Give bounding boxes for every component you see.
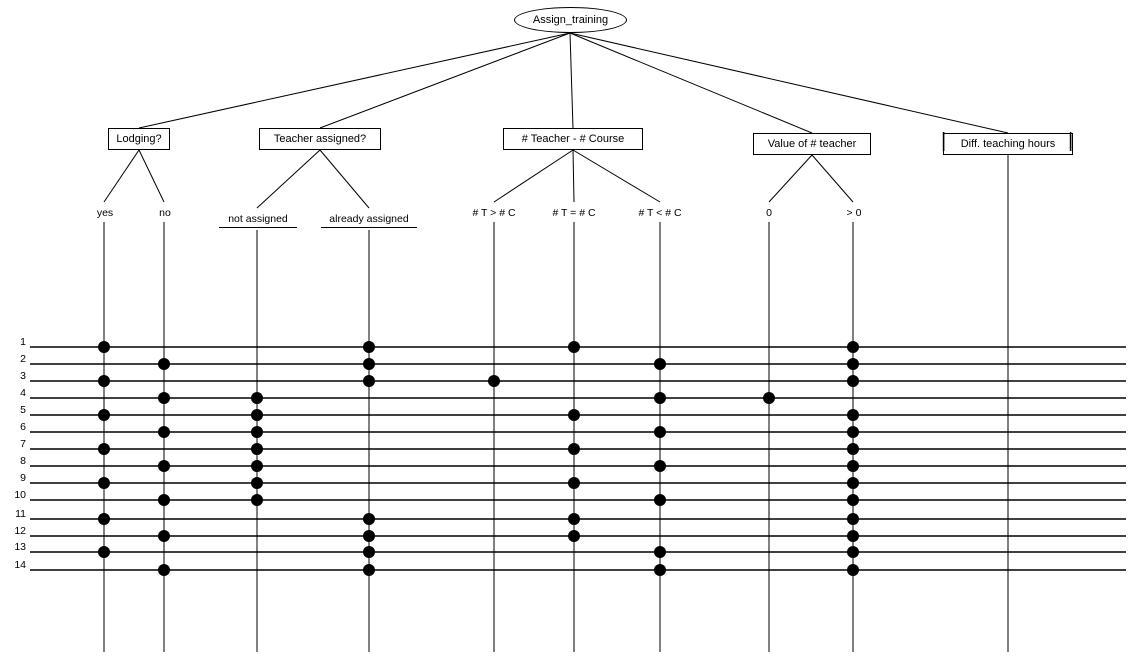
- rule-dot-r12-c3[interactable]: [363, 530, 375, 542]
- rule-dot-r14-c6[interactable]: [654, 564, 666, 576]
- rule-dot-r3-c8[interactable]: [847, 375, 859, 387]
- option-text: > 0: [846, 207, 862, 219]
- criterion-label: Lodging?: [116, 132, 162, 145]
- edge-criterion-3-to-option-7: [769, 155, 812, 202]
- rule-dot-r3-c0[interactable]: [98, 375, 110, 387]
- criterion-label: # Teacher - # Course: [521, 132, 625, 145]
- row-number-6: 6: [20, 421, 26, 433]
- edge-criterion-3-to-option-8: [812, 155, 853, 202]
- rule-dot-r6-c8[interactable]: [847, 426, 859, 438]
- row-number-1: 1: [20, 336, 26, 348]
- rule-dot-r6-c1[interactable]: [158, 426, 170, 438]
- rule-dot-r12-c1[interactable]: [158, 530, 170, 542]
- criterion-label: Diff. teaching hours: [960, 137, 1056, 150]
- rule-dot-r7-c8[interactable]: [847, 443, 859, 455]
- rule-dot-r10-c8[interactable]: [847, 494, 859, 506]
- edge-criterion-0-to-option-1: [139, 150, 164, 202]
- row-number-3: 3: [20, 370, 26, 382]
- rule-dot-r10-c1[interactable]: [158, 494, 170, 506]
- criterion-label: Value of # teacher: [767, 137, 857, 150]
- rule-dot-r8-c2[interactable]: [251, 460, 263, 472]
- rule-dot-r1-c8[interactable]: [847, 341, 859, 353]
- option-text: # T > # C: [472, 207, 516, 219]
- option-label-already-assigned[interactable]: [321, 214, 417, 228]
- criterion-box-value-of-teacher[interactable]: [753, 133, 871, 155]
- rule-dot-r5-c0[interactable]: [98, 409, 110, 421]
- rule-dot-r10-c6[interactable]: [654, 494, 666, 506]
- right-brace-decoration: |: [1068, 130, 1074, 152]
- rule-dot-r13-c0[interactable]: [98, 546, 110, 558]
- row-number-12: 12: [14, 525, 26, 537]
- option-text: already assigned: [329, 213, 409, 225]
- option-label-not-assigned[interactable]: [219, 214, 297, 228]
- rule-dot-r11-c8[interactable]: [847, 513, 859, 525]
- row-number-8: 8: [20, 455, 26, 467]
- rule-dot-r14-c3[interactable]: [363, 564, 375, 576]
- option-label-zero[interactable]: [760, 208, 778, 219]
- criterion-label: Teacher assigned?: [273, 132, 367, 145]
- rule-dot-r11-c5[interactable]: [568, 513, 580, 525]
- rule-dot-r1-c5[interactable]: [568, 341, 580, 353]
- row-number-7: 7: [20, 438, 26, 450]
- row-number-13: 13: [14, 541, 26, 553]
- rule-dot-r9-c2[interactable]: [251, 477, 263, 489]
- rule-dot-r5-c5[interactable]: [568, 409, 580, 421]
- criterion-box-diff-teaching-hours[interactable]: [941, 130, 1074, 155]
- rule-dot-r13-c6[interactable]: [654, 546, 666, 558]
- edge-criterion-0-to-option-0: [104, 150, 139, 202]
- edge-criterion-2-to-option-6: [573, 150, 660, 202]
- rule-dot-r9-c5[interactable]: [568, 477, 580, 489]
- rule-dot-r6-c6[interactable]: [654, 426, 666, 438]
- option-text: # T < # C: [638, 207, 682, 219]
- option-label-t-equal-c[interactable]: [544, 208, 604, 219]
- rule-dot-r11-c0[interactable]: [98, 513, 110, 525]
- rule-dot-r12-c5[interactable]: [568, 530, 580, 542]
- edge-root-to-criterion-1: [320, 33, 570, 128]
- rule-dot-r10-c2[interactable]: [251, 494, 263, 506]
- option-label-no[interactable]: [153, 208, 177, 219]
- rule-dot-r8-c6[interactable]: [654, 460, 666, 472]
- rule-dot-r2-c6[interactable]: [654, 358, 666, 370]
- option-label-t-greater-c[interactable]: [464, 208, 524, 219]
- root-node-label: Assign_training: [532, 14, 609, 26]
- rule-dot-r13-c3[interactable]: [363, 546, 375, 558]
- option-text: # T = # C: [552, 207, 596, 219]
- rule-dot-r8-c8[interactable]: [847, 460, 859, 472]
- rule-dot-r8-c1[interactable]: [158, 460, 170, 472]
- row-number-2: 2: [20, 353, 26, 365]
- rule-dot-r2-c1[interactable]: [158, 358, 170, 370]
- rule-dot-r4-c2[interactable]: [251, 392, 263, 404]
- option-text: yes: [96, 207, 114, 219]
- row-number-9: 9: [20, 472, 26, 484]
- rule-dot-r7-c5[interactable]: [568, 443, 580, 455]
- rule-dot-r1-c3[interactable]: [363, 341, 375, 353]
- row-number-4: 4: [20, 387, 26, 399]
- edge-root-to-criterion-4: [570, 33, 1008, 133]
- rule-dot-r5-c8[interactable]: [847, 409, 859, 421]
- rule-dot-r4-c1[interactable]: [158, 392, 170, 404]
- row-number-5: 5: [20, 404, 26, 416]
- rule-dot-r2-c3[interactable]: [363, 358, 375, 370]
- rule-dot-r6-c2[interactable]: [251, 426, 263, 438]
- option-text: no: [159, 207, 171, 219]
- criterion-box-teacher-assigned[interactable]: [259, 128, 381, 150]
- rule-dot-r12-c8[interactable]: [847, 530, 859, 542]
- edge-criterion-1-to-option-3: [320, 150, 369, 208]
- rule-dot-r14-c8[interactable]: [847, 564, 859, 576]
- rule-dot-r9-c0[interactable]: [98, 477, 110, 489]
- rule-dot-r2-c8[interactable]: [847, 358, 859, 370]
- left-brace-decoration: |: [941, 130, 947, 152]
- option-text: 0: [766, 207, 772, 219]
- row-number-10: 10: [14, 489, 26, 501]
- criterion-box-lodging[interactable]: [108, 128, 170, 150]
- option-text: not assigned: [228, 213, 288, 225]
- edge-root-to-criterion-2: [570, 33, 573, 128]
- edge-criterion-2-to-option-5: [573, 150, 574, 202]
- rule-dot-r3-c4[interactable]: [488, 375, 500, 387]
- rule-dot-r4-c6[interactable]: [654, 392, 666, 404]
- rule-dot-r3-c3[interactable]: [363, 375, 375, 387]
- edge-criterion-2-to-option-4: [494, 150, 573, 202]
- edge-criterion-1-to-option-2: [257, 150, 320, 208]
- rule-dot-r1-c0[interactable]: [98, 341, 110, 353]
- criterion-box-teacher-minus-course[interactable]: [503, 128, 643, 150]
- rule-dot-r7-c2[interactable]: [251, 443, 263, 455]
- root-node-assign-training[interactable]: [514, 7, 627, 33]
- edge-root-to-criterion-0: [139, 33, 570, 128]
- edge-root-to-criterion-3: [570, 33, 812, 133]
- row-number-11: 11: [15, 508, 26, 520]
- rule-dot-r5-c2[interactable]: [251, 409, 263, 421]
- rule-dot-r13-c8[interactable]: [847, 546, 859, 558]
- rule-dot-r14-c1[interactable]: [158, 564, 170, 576]
- option-label-t-less-c[interactable]: [630, 208, 690, 219]
- rule-dot-r9-c8[interactable]: [847, 477, 859, 489]
- option-label-yes[interactable]: [92, 208, 118, 219]
- option-label-greater-zero[interactable]: [841, 208, 867, 219]
- rule-dot-r4-c7[interactable]: [763, 392, 775, 404]
- row-number-14: 14: [14, 559, 26, 571]
- rule-dot-r7-c0[interactable]: [98, 443, 110, 455]
- rule-dot-r11-c3[interactable]: [363, 513, 375, 525]
